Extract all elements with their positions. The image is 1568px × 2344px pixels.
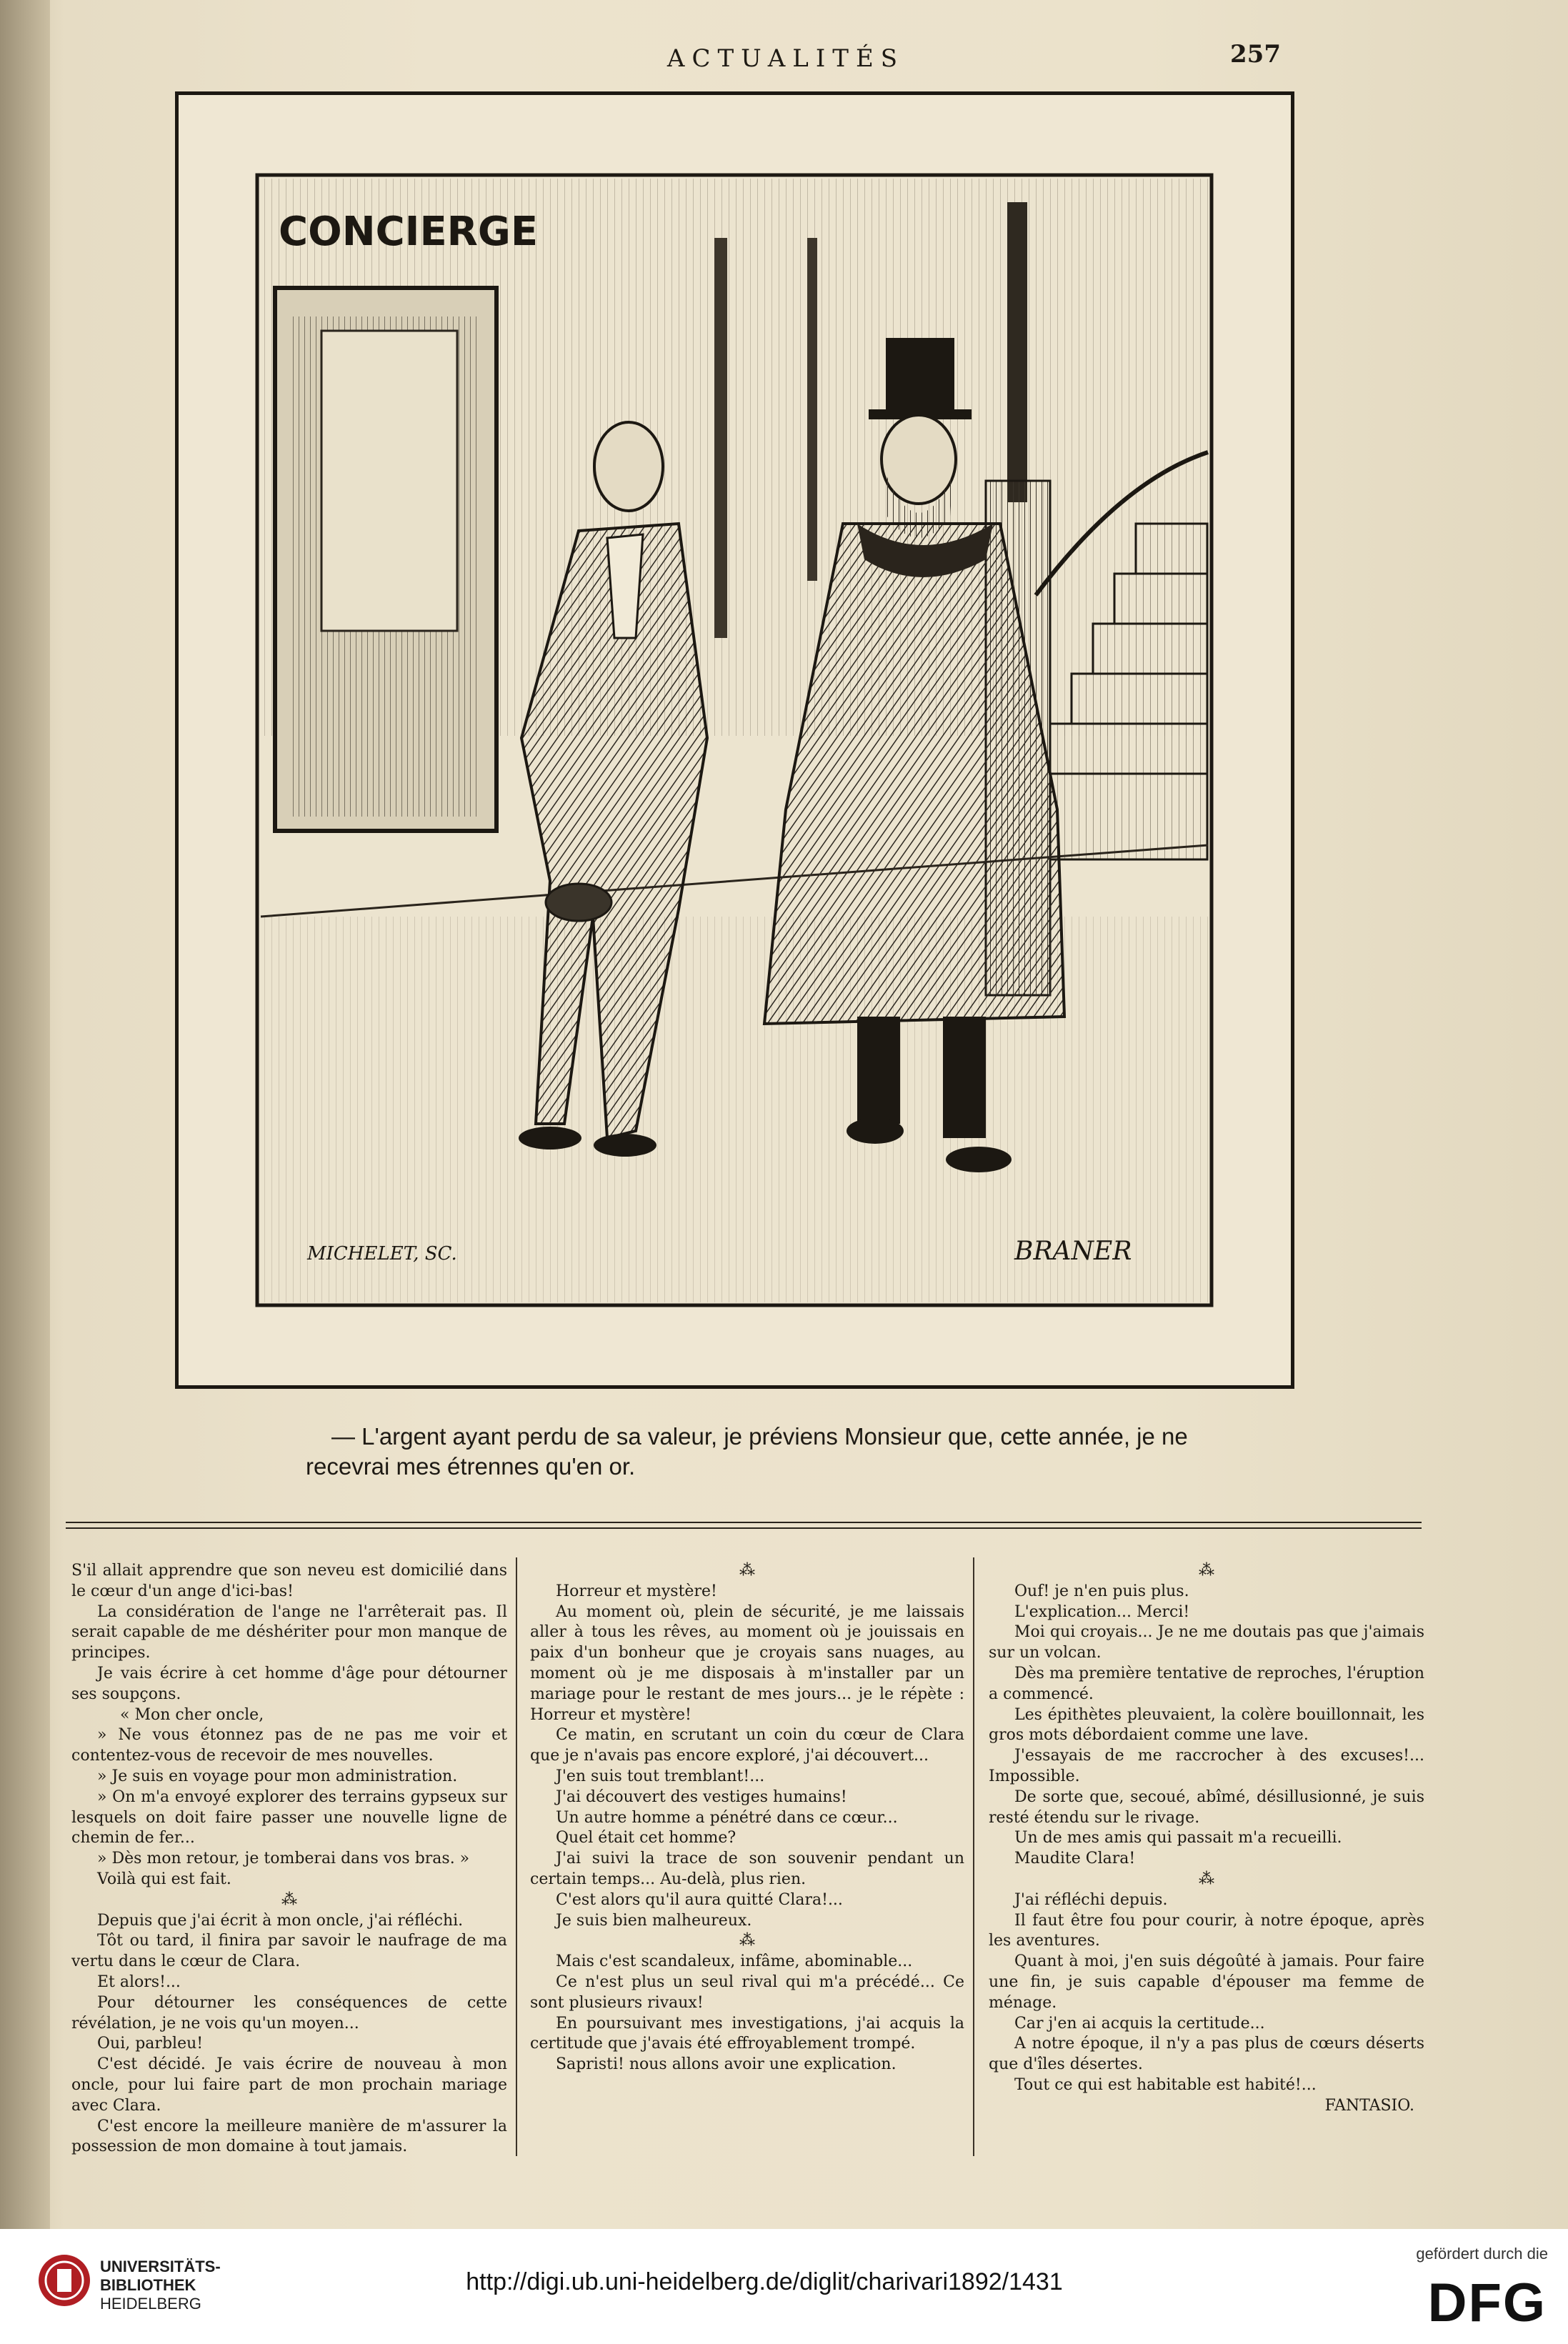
- column-divider-1: [516, 1557, 517, 2156]
- paragraph: Depuis que j'ai écrit à mon oncle, j'ai réfléchi.: [97, 1911, 464, 1930]
- paragraph: Mais c'est scandaleux, infâme, abominable...: [556, 1952, 913, 1971]
- section-break-asterism: ⁂: [739, 1562, 755, 1580]
- paragraph: Tout ce qui est habitable est habité!...: [1014, 2075, 1317, 2094]
- paragraph: Je suis bien malheureux.: [556, 1911, 752, 1930]
- paragraph: » Dès mon retour, je tomberai dans vos bras. »: [97, 1850, 470, 1868]
- section-break-asterism: ⁂: [1199, 1870, 1214, 1888]
- paragraph: C'est décidé. Je vais écrire de nouveau à mon oncle, pour lui faire part de mon prochain mariage avec Clara.: [71, 2055, 507, 2115]
- paragraph: Car j'en ai acquis la certitude...: [1014, 2014, 1265, 2033]
- paragraph: Et alors!...: [97, 1973, 181, 1991]
- paragraph: J'ai réfléchi depuis.: [1014, 1890, 1168, 1909]
- section-break-asterism: ⁂: [281, 1890, 297, 1909]
- paragraph: J'ai suivi la trace de son souvenir pendant un certain temps... Au-delà, plus rien.: [530, 1850, 964, 1888]
- institution-name: UNIVERSITÄTS- BIBLIOTHEK HEIDELBERG: [100, 2258, 221, 2313]
- paragraph: Les épithètes pleuvaient, la colère bouillonnait, les gros mots débordaient comme une lave.: [989, 1705, 1424, 1745]
- caption-line-1: — L'argent ayant perdu de sa valeur, je préviens Monsieur que, cette année, je ne: [331, 1423, 1188, 1450]
- paragraph: Ouf! je n'en puis plus.: [1014, 1582, 1189, 1600]
- paragraph: Pour détourner les conséquences de cette révélation, je ne vois qu'un moyen...: [71, 1993, 507, 2033]
- paragraph: Il faut être fou pour courir, à notre époque, après les aventures.: [989, 1911, 1424, 1950]
- paragraph: Horreur et mystère!: [556, 1582, 717, 1600]
- paragraph: A notre époque, il n'y a pas plus de cœurs déserts que d'îles désertes.: [989, 2035, 1424, 2074]
- paragraph: Oui, parbleu!: [97, 2035, 204, 2053]
- paragraph: Tôt ou tard, il finira par savoir le naufrage de ma vertu dans le cœur de Clara.: [71, 1932, 507, 1971]
- paragraph: » Je suis en voyage pour mon administration.: [97, 1767, 458, 1785]
- separator-rule-top: [66, 1522, 1422, 1523]
- paragraph: Ce matin, en scrutant un coin du cœur de Clara que je n'avais pas encore exploré, j'ai découvert...: [530, 1726, 964, 1765]
- engraving-drawing: [179, 95, 1291, 1385]
- paragraph: J'essayais de me raccrocher à des excuses!... Impossible.: [989, 1747, 1424, 1785]
- paragraph: Je vais écrire à cet homme d'âge pour détourner ses soupçons.: [71, 1664, 507, 1703]
- paragraph: Dès ma première tentative de reproches, l'éruption a commencé.: [989, 1664, 1424, 1703]
- university-seal-icon: [36, 2252, 93, 2309]
- paragraph: Voilà qui est fait.: [97, 1870, 231, 1888]
- paragraph: « Mon cher oncle,: [120, 1705, 264, 1724]
- paragraph: C'est encore la meilleure manière de m'assurer la possession de mon domaine à tout jamais.: [71, 2117, 507, 2156]
- paragraph: J'ai découvert des vestiges humains!: [556, 1787, 847, 1806]
- author-signature: FANTASIO.: [1324, 2096, 1414, 2115]
- paragraph: De sorte que, secoué, abîmé, désillusionné, je suis resté étendu sur le rivage.: [989, 1787, 1424, 1827]
- paragraph: S'il allait apprendre que son neveu est domicilié dans le cœur d'un ange d'ici-bas!: [71, 1562, 507, 1600]
- paragraph: Un autre homme a pénétré dans ce cœur...: [556, 1808, 898, 1827]
- section-break-asterism: ⁂: [1199, 1562, 1214, 1580]
- paragraph: La considération de l'ange ne l'arrêterait pas. Il serait capable de me déshériter pour mon manque de principes.: [71, 1602, 507, 1662]
- column-3-paragraphs: [989, 1561, 1424, 2096]
- section-break-asterism: ⁂: [739, 1932, 755, 1950]
- paragraph: Au moment où, plein de sécurité, je me laissais aller à tous les rêves, au moment où je jouissais en paix d'un bonheur que je croyais sans nuages, au moment où je me disposais à m'installer par un mariage pour le restant de mes jours... je le répète : Horreur et mystère!: [530, 1602, 964, 1724]
- illustration-caption: [306, 1422, 1263, 1482]
- paragraph: L'explication... Merci!: [1014, 1602, 1190, 1621]
- engraver-signature: MICHELET, SC.: [307, 1243, 457, 1265]
- viewer-footer: [0, 2229, 1568, 2344]
- paragraph: Moi qui croyais... Je ne me doutais pas que j'aimais sur un volcan.: [989, 1623, 1424, 1662]
- page-number: 257: [1230, 40, 1281, 69]
- column-divider-2: [973, 1557, 974, 2156]
- permalink-url[interactable]: http://digi.ub.uni-heidelberg.de/diglit/charivari1892/1431: [466, 2268, 1063, 2295]
- book-spine-edge: [0, 0, 50, 2229]
- engraving-illustration: [175, 91, 1294, 1389]
- paragraph: Quel était cet homme?: [556, 1829, 736, 1847]
- dfg-logo: DFG: [1427, 2273, 1547, 2333]
- text-column-1: [71, 1561, 507, 2158]
- paragraph: Un de mes amis qui passait m'a recueilli.: [1014, 1829, 1342, 1847]
- paragraph: Maudite Clara!: [1014, 1850, 1136, 1868]
- paragraph: C'est alors qu'il aura quitté Clara!...: [556, 1890, 843, 1909]
- funding-label: gefördert durch die: [1416, 2245, 1548, 2263]
- paragraph: En poursuivant mes investigations, j'ai acquis la certitude que j'avais été effroyablement trompé.: [530, 2014, 964, 2053]
- paragraph: Sapristi! nous allons avoir une explication.: [556, 2055, 897, 2074]
- paragraph: J'en suis tout tremblant!...: [556, 1767, 765, 1785]
- paragraph: » Ne vous étonnez pas de ne pas me voir et contentez-vous de recevoir de mes nouvelles.: [71, 1726, 507, 1765]
- artist-signature: BRANER: [1014, 1237, 1132, 1266]
- separator-rule-bottom: [66, 1527, 1422, 1529]
- text-column-3: [989, 1561, 1424, 2117]
- text-column-2: [530, 1561, 964, 2075]
- paragraph: » On m'a envoyé explorer des terrains gypseux sur lesquels on doit faire passer une nouvelle ligne de chemin de fer...: [71, 1787, 507, 1847]
- caption-line-2: recevrai mes étrennes qu'en or.: [306, 1453, 636, 1480]
- paragraph: Ce n'est plus un seul rival qui m'a précédé... Ce sont plusieurs rivaux!: [530, 1973, 964, 2012]
- running-header: ACTUALITÉS: [666, 44, 905, 73]
- concierge-sign-text: CONCIERGE: [279, 209, 539, 255]
- paragraph: Quant à moi, j'en suis dégoûté à jamais. Pour faire une fin, je suis capable d'épouser ma femme de ménage.: [989, 1952, 1424, 2012]
